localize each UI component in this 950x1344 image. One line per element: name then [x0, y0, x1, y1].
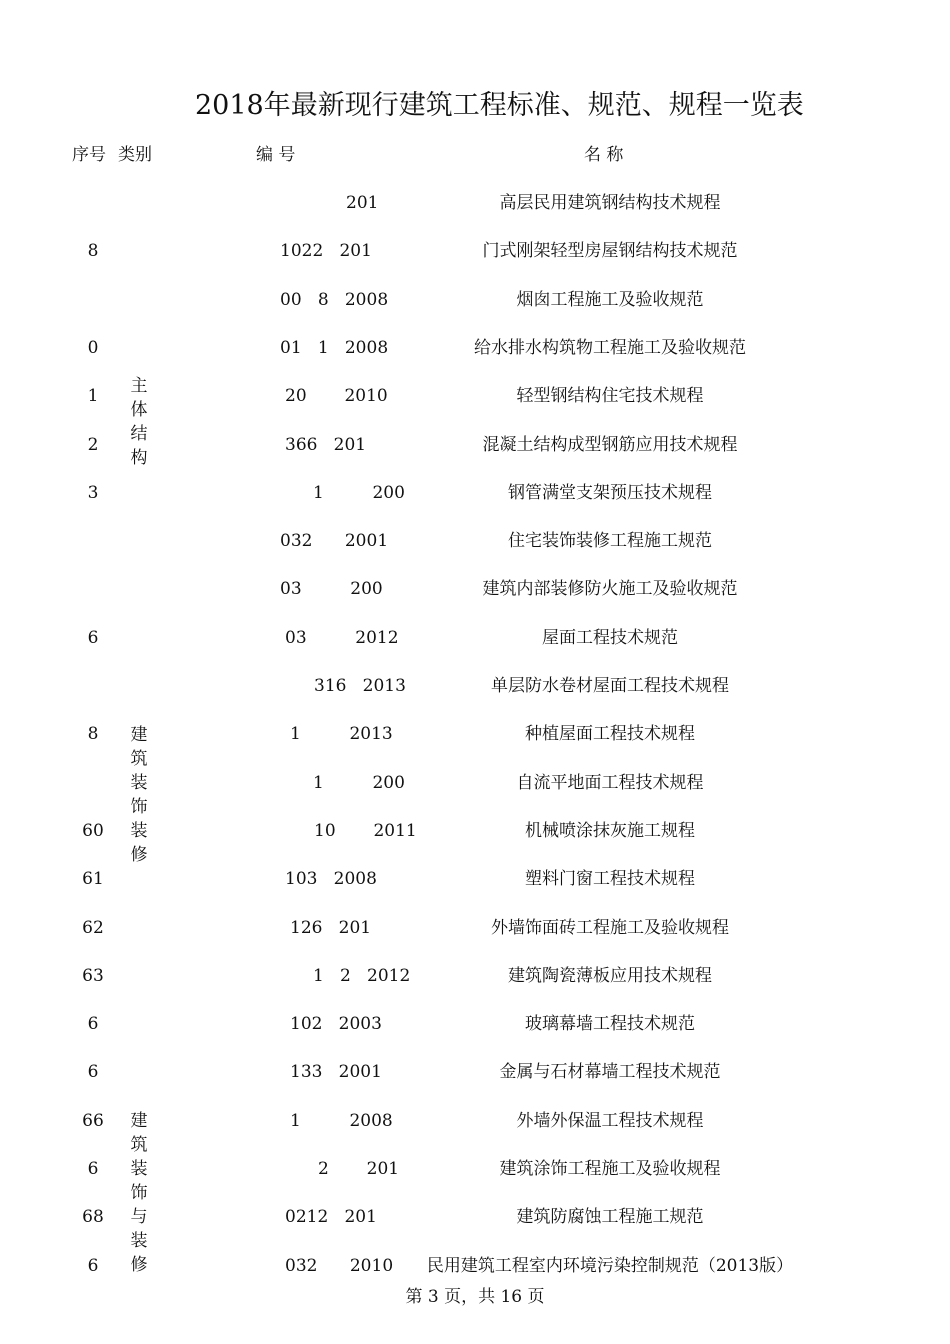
row-seq: 6	[87, 1014, 99, 1034]
row-seq: 6	[87, 1062, 99, 1082]
row-code: 1 200	[313, 773, 405, 793]
category-char: 主	[130, 376, 148, 396]
row-seq: 6	[87, 1256, 99, 1276]
row-code: 20 2010	[285, 386, 388, 406]
header-seq: 序号	[72, 145, 106, 165]
category-char: 装	[130, 1159, 148, 1179]
row-name: 建筑涂饰工程施工及验收规程	[499, 1159, 721, 1179]
row-name: 外墙外保温工程技术规程	[516, 1111, 704, 1131]
category-char: 建	[130, 725, 148, 745]
row-seq: 62	[82, 918, 104, 938]
row-name: 单层防水卷材屋面工程技术规程	[491, 676, 729, 696]
row-code: 0212 201	[285, 1207, 377, 1227]
row-name: 玻璃幕墙工程技术规范	[525, 1014, 695, 1034]
category-char: 建	[130, 1111, 148, 1131]
header-code: 编 号	[256, 145, 296, 165]
row-seq: 3	[87, 483, 99, 503]
category-char: 构	[130, 448, 148, 468]
row-code: 1022 201	[280, 241, 372, 261]
row-name: 机械喷涂抹灰施工规程	[525, 821, 695, 841]
row-name: 金属与石材幕墙工程技术规范	[499, 1062, 721, 1082]
row-seq: 68	[82, 1207, 104, 1227]
page-footer: 第 3 页，共 16 页	[405, 1287, 545, 1307]
category-char: 筑	[130, 749, 148, 769]
row-seq: 8	[87, 724, 99, 744]
row-code: 103 2008	[285, 869, 377, 889]
row-seq: 66	[82, 1111, 104, 1131]
row-name: 外墙饰面砖工程施工及验收规程	[491, 918, 729, 938]
row-name: 自流平地面工程技术规程	[516, 773, 704, 793]
row-code: 032 2010	[285, 1256, 394, 1276]
category-char: 装	[130, 773, 148, 793]
row-name: 混凝土结构成型钢筋应用技术规程	[482, 435, 738, 455]
row-name: 钢管满堂支架预压技术规程	[508, 483, 712, 503]
row-code: 1 2008	[290, 1111, 393, 1131]
row-code: 1 200	[313, 483, 405, 503]
header-category: 类别	[118, 145, 152, 165]
row-seq: 60	[82, 821, 104, 841]
row-code: 10 2011	[314, 821, 417, 841]
category-char: 饰	[130, 1183, 148, 1203]
category-char: 装	[130, 1231, 148, 1251]
row-name: 屋面工程技术规范	[542, 628, 678, 648]
page-title: 2018年最新现行建筑工程标准、规范、规程一览表	[195, 90, 804, 121]
row-code: 1 2013	[290, 724, 393, 744]
row-seq: 2	[87, 435, 99, 455]
row-name: 门式刚架轻型房屋钢结构技术规范	[482, 241, 738, 261]
category-char: 筑	[130, 1135, 148, 1155]
row-seq: 0	[87, 338, 99, 358]
row-name: 种植屋面工程技术规程	[525, 724, 695, 744]
row-seq: 6	[87, 628, 99, 648]
row-code: 2 201	[318, 1159, 400, 1179]
row-name: 轻型钢结构住宅技术规程	[516, 386, 704, 406]
category-char: 饰	[130, 797, 148, 817]
row-code: 126 201	[290, 918, 372, 938]
row-code: 316 2013	[314, 676, 406, 696]
row-name: 烟囱工程施工及验收规范	[516, 290, 704, 310]
row-code: 366 201	[285, 435, 367, 455]
category-char: 装	[130, 821, 148, 841]
row-seq: 1	[87, 386, 99, 406]
category-char: 修	[130, 1255, 148, 1275]
row-code: 1 2 2012	[313, 966, 411, 986]
row-code: 102 2003	[290, 1014, 382, 1034]
row-name: 给水排水构筑物工程施工及验收规范	[474, 338, 746, 358]
category-label-main-structure	[129, 374, 149, 470]
row-code: 133 2001	[290, 1062, 382, 1082]
row-code: 032 2001	[280, 531, 389, 551]
row-name: 塑料门窗工程技术规程	[525, 869, 695, 889]
row-name: 建筑防腐蚀工程施工规范	[516, 1207, 704, 1227]
category-label-decoration-2	[129, 1109, 149, 1277]
row-code: 00 8 2008	[280, 290, 389, 310]
row-name: 建筑陶瓷薄板应用技术规程	[508, 966, 712, 986]
category-char: 修	[130, 845, 148, 865]
category-label-decoration	[129, 723, 149, 867]
category-char: 结	[130, 424, 148, 444]
row-seq: 6	[87, 1159, 99, 1179]
header-name: 名 称	[584, 145, 624, 165]
category-char: 与	[130, 1207, 148, 1227]
row-code: 03 200	[280, 579, 383, 599]
row-seq: 61	[82, 869, 104, 889]
row-code: 201	[346, 193, 379, 213]
category-char: 体	[130, 400, 148, 420]
row-seq: 8	[87, 241, 99, 261]
row-seq: 63	[82, 966, 104, 986]
row-code: 03 2012	[285, 628, 399, 648]
row-name: 住宅装饰装修工程施工规范	[508, 531, 712, 551]
row-name: 高层民用建筑钢结构技术规程	[499, 193, 721, 213]
row-name: 建筑内部装修防火施工及验收规范	[482, 579, 738, 599]
row-code: 01 1 2008	[280, 338, 389, 358]
row-name: 民用建筑工程室内环境污染控制规范（2013版）	[426, 1256, 794, 1276]
